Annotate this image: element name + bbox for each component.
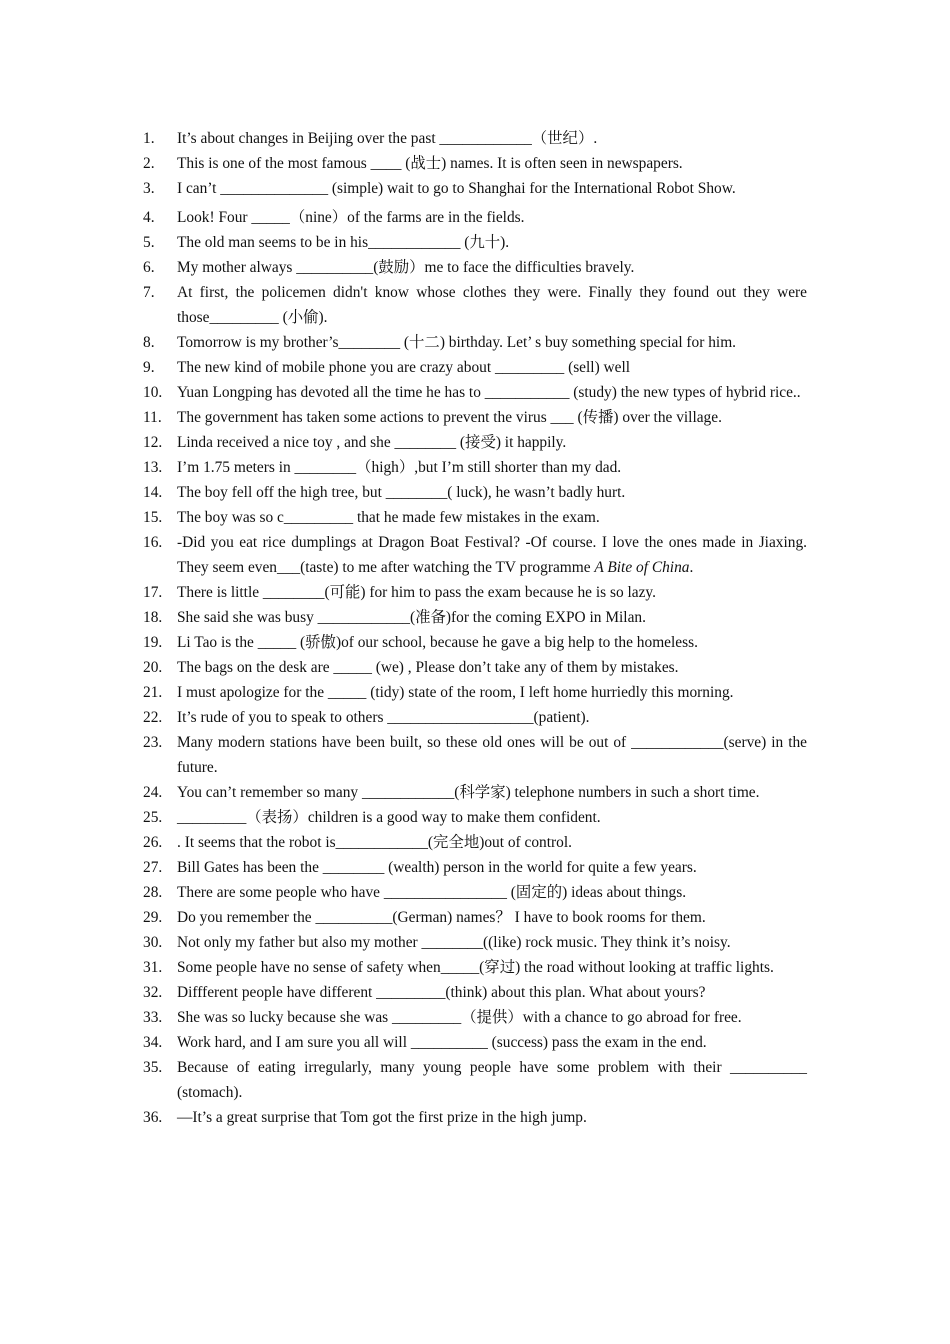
question-item [143,980,807,1005]
question-text: Yuan Longping has devoted all the time he has to ___________ (study) the new types of hybrid rice.. [177,384,801,401]
question-item [143,430,807,455]
question-number: 25. [143,809,163,826]
question-number: 33. [143,1009,163,1026]
question-text: The bags on the desk are _____ (we) , Please don’t take any of them by mistakes. [177,659,679,676]
question-number: 4. [143,209,155,226]
question-text: You can’t remember so many ____________(科学家) telephone numbers in such a short time. [177,784,760,801]
question-item [143,630,807,655]
question-text: Linda received a nice toy , and she ________ (接受) it happily. [177,434,567,451]
question-number: 5. [143,234,155,251]
question-text: The boy fell off the high tree, but ________( luck), he wasn’t badly hurt. [177,484,626,501]
question-number: 32. [143,984,163,1001]
question-number: 30. [143,934,163,951]
question-text: The government has taken some actions to prevent the virus ___ (传播) over the village. [177,409,722,426]
question-item [143,330,807,355]
question-number: 16. [143,534,163,551]
question-number: 22. [143,709,163,726]
question-text: I must apologize for the _____ (tidy) state of the room, I left home hurriedly this morning. [177,684,734,701]
question-text: Because of eating irregularly, many young people have some problem with their __________ (stomach). [177,1059,807,1101]
question-item [143,530,807,580]
question-text: Do you remember the __________(German) names？ I have to book rooms for them. [177,909,706,926]
question-number: 10. [143,384,163,401]
question-item [143,230,807,255]
question-text: She was so lucky because she was _________（提供）with a chance to go abroad for free. [177,1009,742,1026]
question-item [143,805,807,830]
question-item [143,655,807,680]
question-number: 26. [143,834,163,851]
question-number: 9. [143,359,155,376]
question-text: Work hard, and I am sure you all will __________ (success) pass the exam in the end. [177,1034,707,1051]
question-list [143,126,807,1130]
question-number: 34. [143,1034,163,1051]
question-item [143,705,807,730]
question-text: It’s about changes in Beijing over the past ____________（世纪）. [177,130,598,147]
question-number: 13. [143,459,163,476]
question-number: 36. [143,1109,163,1126]
question-number: 27. [143,859,163,876]
question-text: _________（表扬）children is a good way to make them confident. [177,809,601,826]
question-item [143,1105,807,1130]
question-text: Some people have no sense of safety when_____(穿过) the road without looking at traffic lights. [177,959,774,976]
question-number: 19. [143,634,163,651]
question-text: There is little ________(可能) for him to pass the exam because he is so lazy. [177,584,656,601]
question-number: 17. [143,584,163,601]
question-item [143,380,807,405]
question-item [143,680,807,705]
question-number: 20. [143,659,163,676]
question-text: Diffferent people have different _________(think) about this plan. What about yours? [177,984,706,1001]
question-item [143,126,807,151]
question-text: She said she was busy ____________(准备)for the coming EXPO in Milan. [177,609,646,626]
question-text: Not only my father but also my mother ________((like) rock music. They think it’s noisy. [177,934,731,951]
question-item [143,1005,807,1030]
question-text: Many modern stations have been built, so these old ones will be out of ____________(serve) in the future. [177,734,807,776]
question-item [143,205,807,230]
question-text: There are some people who have ________________ (固定的) ideas about things. [177,884,687,901]
question-text: The boy was so c_________ that he made few mistakes in the exam. [177,509,600,526]
question-number: 2. [143,155,155,172]
question-text: The new kind of mobile phone you are crazy about _________ (sell) well [177,359,631,376]
question-item [143,930,807,955]
question-tail: . [689,559,694,576]
question-item [143,830,807,855]
question-number: 11. [143,409,162,426]
programme-title: A Bite of China [594,559,690,576]
question-number: 1. [143,130,155,147]
question-number: 24. [143,784,163,801]
question-text: At first, the policemen didn't know whose clothes they were. Finally they found out they were those_________ (小偷). [177,284,807,326]
question-number: 21. [143,684,163,701]
question-item [143,280,807,330]
question-item [143,730,807,780]
question-text: My mother always __________(鼓励）me to face the difficulties bravely. [177,259,635,276]
question-item [143,1055,807,1105]
question-item [143,580,807,605]
question-number: 12. [143,434,163,451]
question-item [143,176,807,201]
question-text: Bill Gates has been the ________ (wealth) person in the world for quite a few years. [177,859,697,876]
question-text: I can’t ______________ (simple) wait to go to Shanghai for the International Robot Show. [177,180,736,197]
question-text: This is one of the most famous ____ (战士) names. It is often seen in newspapers. [177,155,683,172]
question-item [143,780,807,805]
question-text: It’s rude of you to speak to others ___________________(patient). [177,709,590,726]
question-text: The old man seems to be in his____________ (九十). [177,234,510,251]
question-item [143,405,807,430]
question-number: 31. [143,959,163,976]
question-number: 7. [143,284,155,301]
question-item [143,355,807,380]
question-number: 14. [143,484,163,501]
question-text: —It’s a great surprise that Tom got the first prize in the high jump. [177,1109,587,1126]
question-number: 23. [143,734,163,751]
question-text: Look! Four _____（nine）of the farms are in the fields. [177,209,525,226]
question-number: 28. [143,884,163,901]
question-number: 6. [143,259,155,276]
question-item [143,605,807,630]
question-item [143,880,807,905]
question-number: 8. [143,334,155,351]
question-number: 18. [143,609,163,626]
question-item [143,480,807,505]
question-item [143,505,807,530]
question-text: Tomorrow is my brother’s________ (十二) birthday. Let’ s buy something special for him. [177,334,737,351]
question-item [143,955,807,980]
question-item [143,905,807,930]
question-item [143,151,807,176]
question-number: 3. [143,180,155,197]
question-text: Li Tao is the _____ (骄傲)of our school, because he gave a big help to the homeless. [177,634,698,651]
question-item [143,455,807,480]
question-text: I’m 1.75 meters in ________（high）,but I’m still shorter than my dad. [177,459,622,476]
question-text: -Did you eat rice dumplings at Dragon Boat Festival? -Of course. I love the ones made in Jiaxing. They seem even___(taste) to me after watching the TV programme [177,534,807,576]
question-number: 35. [143,1059,163,1076]
question-item [143,855,807,880]
question-text: . It seems that the robot is____________(完全地)out of control. [177,834,572,851]
question-item [143,255,807,280]
question-number: 29. [143,909,163,926]
question-item [143,1030,807,1055]
question-number: 15. [143,509,163,526]
